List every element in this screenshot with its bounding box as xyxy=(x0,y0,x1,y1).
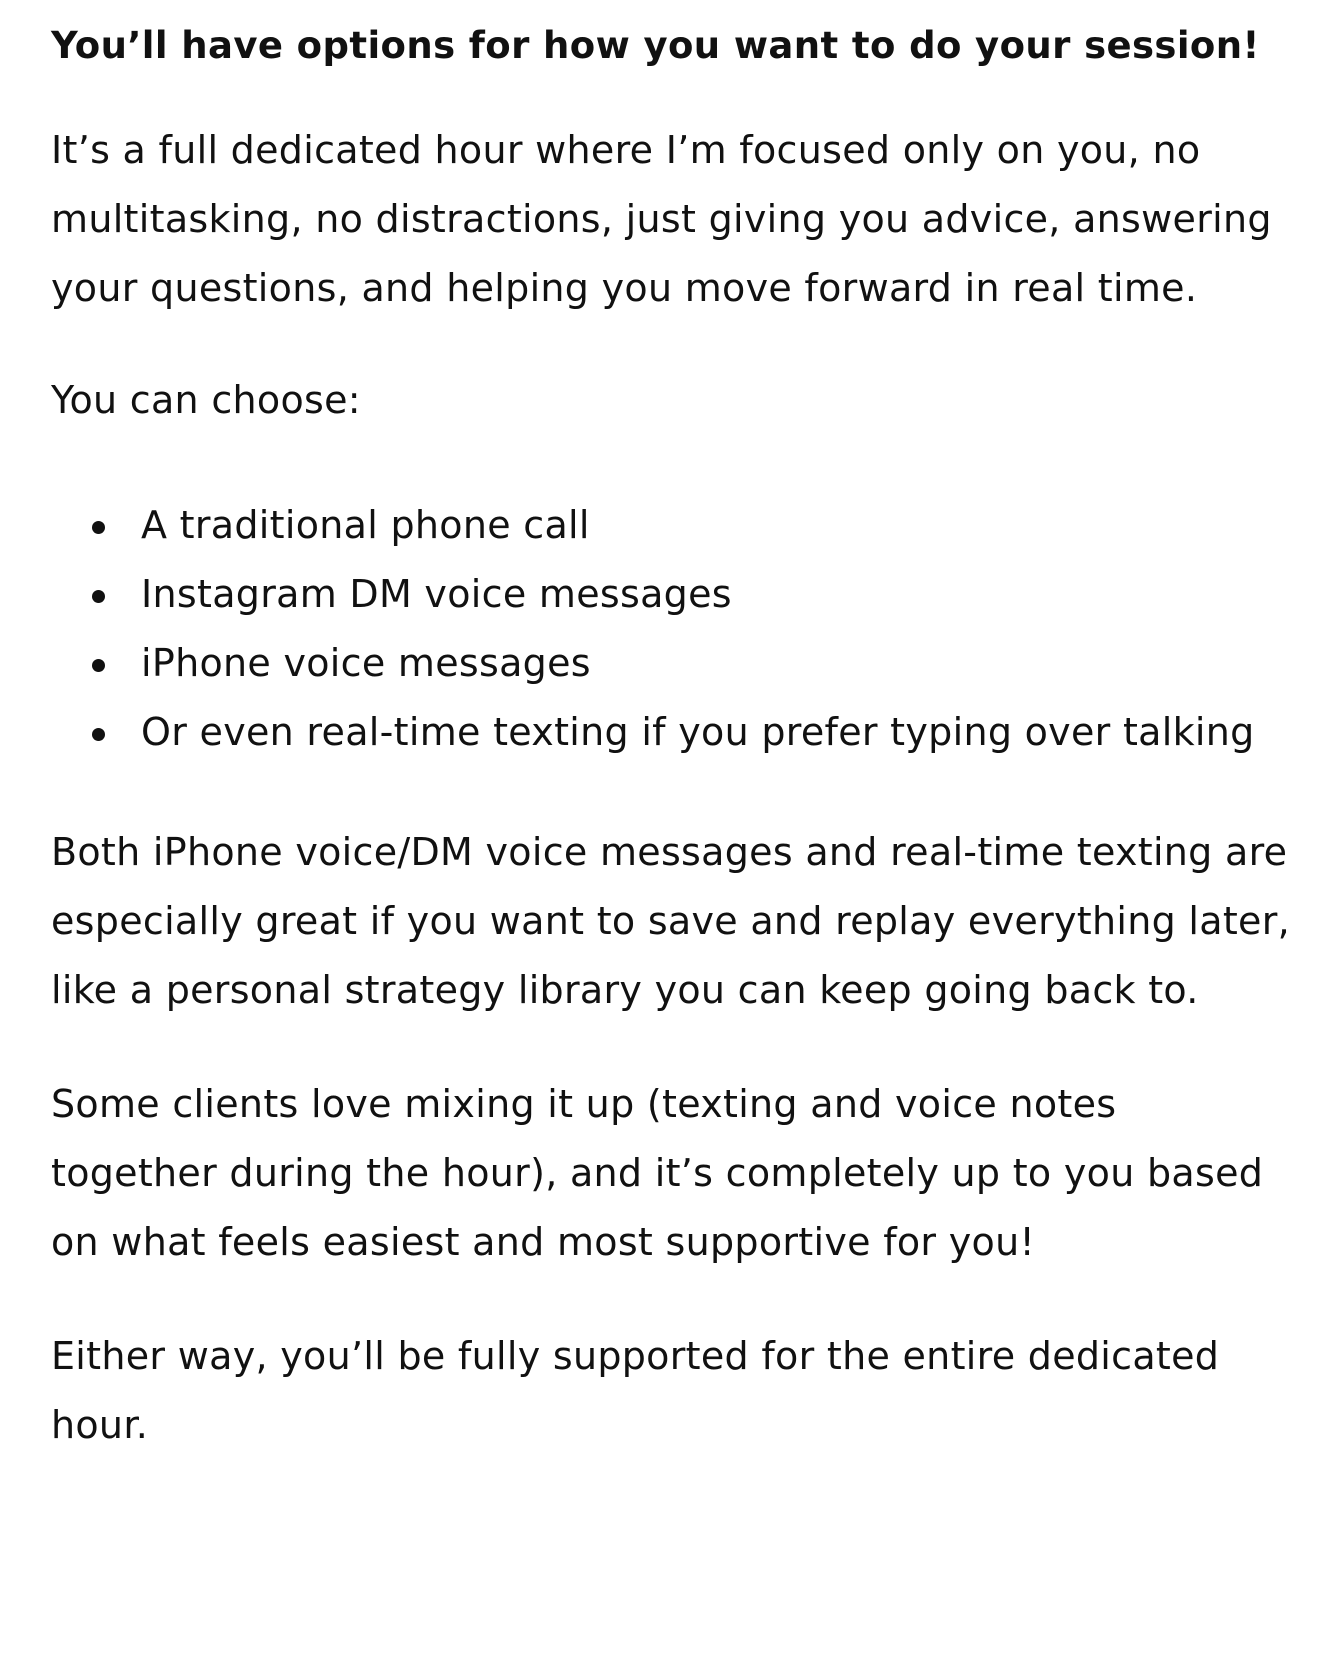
list-item xyxy=(51,491,1291,560)
bullet-icon xyxy=(92,590,105,603)
list-item-text: Or even real-time texting if you prefer typing over talking xyxy=(141,710,1255,754)
save-replay-paragraph: Both iPhone voice/DM voice messages and real-time texting are especially great if you want to save and replay everything later, like a personal strategy library you can keep going back to. xyxy=(51,830,1291,1012)
bullet-icon xyxy=(92,659,105,672)
choose-label: You can choose: xyxy=(51,378,361,422)
article-heading: You’ll have options for how you want to do your session! xyxy=(51,24,1260,67)
article-content xyxy=(51,18,1291,1460)
session-options-list xyxy=(51,491,1291,767)
bullet-icon xyxy=(92,728,105,741)
list-item-text: Instagram DM voice messages xyxy=(141,572,732,616)
list-item-text: iPhone voice messages xyxy=(141,641,591,685)
list-item-text: A traditional phone call xyxy=(141,503,590,547)
mixing-paragraph: Some clients love mixing it up (texting and voice notes together during the hour), and it’s completely up to you based on what feels easiest and most supportive for you! xyxy=(51,1082,1264,1264)
intro-paragraph: It’s a full dedicated hour where I’m focused only on you, no multitasking, no distractions, just giving you advice, answering your questions, and helping you move forward in real time. xyxy=(51,128,1272,310)
list-item xyxy=(51,629,1291,698)
list-item xyxy=(51,560,1291,629)
closing-paragraph: Either way, you’ll be fully supported for the entire dedicated hour. xyxy=(51,1334,1220,1447)
bullet-icon xyxy=(92,521,105,534)
list-item xyxy=(51,698,1291,767)
